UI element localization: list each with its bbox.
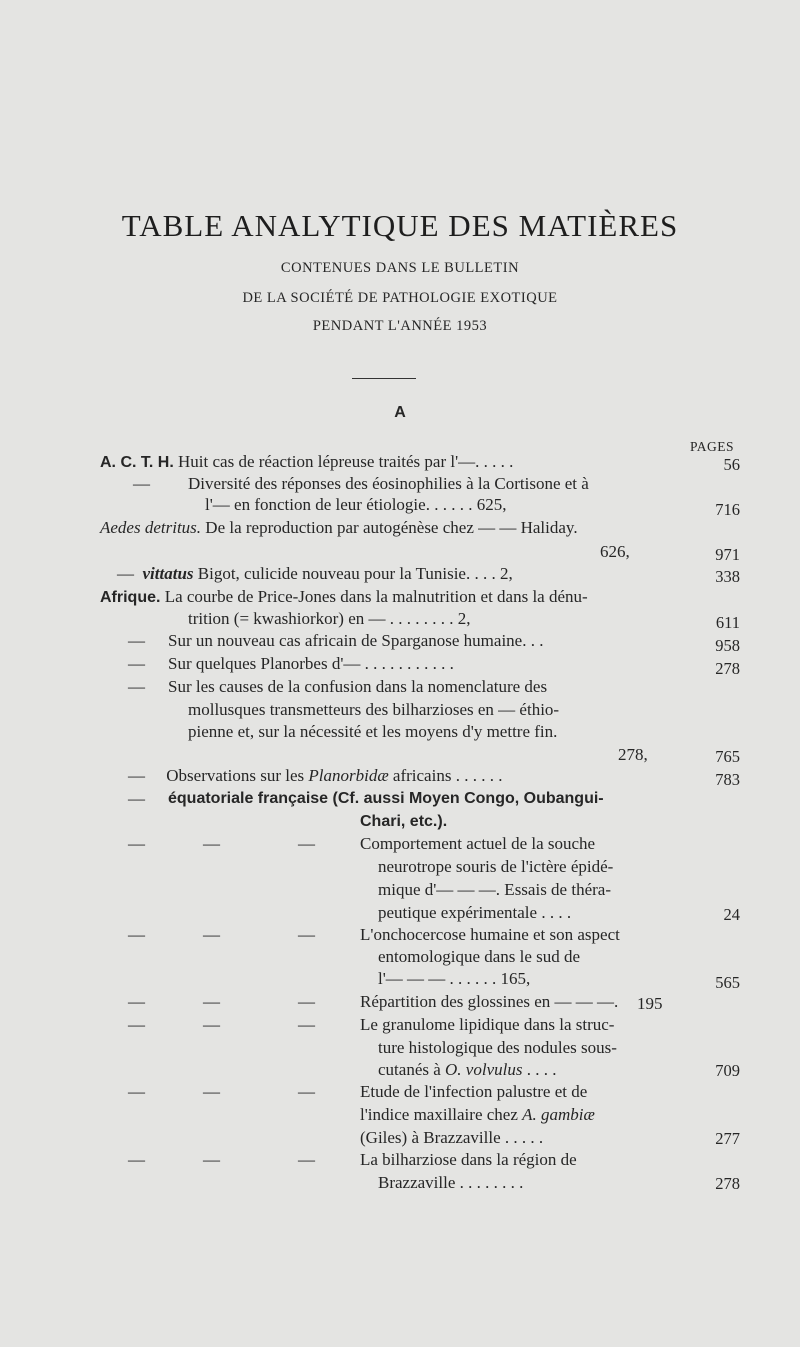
entry-afrique — [100, 587, 588, 608]
page-number: 278 — [715, 1174, 740, 1193]
entry-text: L'onchocercose humaine et son aspect — [360, 925, 620, 944]
entry-text: Huit cas de réaction lépreuse traités par l'—. . . . . — [178, 452, 514, 471]
pages-column-label: PAGES — [690, 439, 735, 454]
page-number: 971 — [715, 545, 740, 564]
entry-text: pienne et, sur la nécessité et les moyens d'y mettre fin. — [188, 722, 558, 741]
repeat-dash: — — [128, 1082, 145, 1101]
repeat-dash: — — [128, 677, 145, 696]
repeat-dash: — — [128, 631, 145, 650]
repeat-dash: — — [128, 834, 145, 853]
page-number: 277 — [715, 1129, 740, 1148]
section-letter: A — [394, 404, 406, 421]
repeat-dash: — — [203, 992, 220, 1011]
entry-text: Etude de l'infection palustre et de — [360, 1082, 588, 1101]
entry-volvulus — [378, 1060, 556, 1080]
repeat-dash: — — [203, 834, 220, 853]
repeat-dash: — — [128, 925, 145, 944]
entry-key: A. gambiæ — [522, 1105, 595, 1124]
entry-text: 278, — [618, 745, 648, 764]
entry-text: Comportement actuel de la souche — [360, 834, 596, 853]
repeat-dash: — — [298, 1150, 315, 1169]
entry-key: Aedes detritus. — [100, 518, 202, 537]
repeat-dash: — — [298, 834, 315, 853]
entry-text: La courbe de Price-Jones dans la malnutrition et dans la dénu- — [164, 587, 588, 606]
entry-text: (Giles) à Brazzaville . . . . . — [360, 1128, 544, 1147]
entry-text: Sur un nouveau cas africain de Sparganose humaine. . . — [168, 631, 544, 650]
entry-key: A. C. T. H. — [100, 454, 174, 471]
repeat-dash: — — [203, 1082, 220, 1101]
page-number: 611 — [715, 613, 740, 632]
repeat-dash: — — [133, 474, 150, 493]
entry-text: mollusques transmetteurs des bilharzioses en — éthio- — [188, 700, 560, 719]
entry-text: . . . . — [526, 1060, 557, 1079]
repeat-dash: — — [128, 1150, 145, 1169]
entry-text: trition (= kwashiorkor) en — . . . . . . . . 2, — [188, 609, 471, 628]
page-number: 565 — [715, 973, 740, 992]
page-number: 278 — [715, 659, 740, 678]
entry-text: ture histologique des nodules sous- — [378, 1038, 617, 1057]
entry-key: vittatus — [142, 564, 194, 583]
repeat-dash: — — [298, 1015, 315, 1034]
entry-text: Brazzaville . . . . . . . . — [378, 1173, 524, 1192]
entry-text: mique d'— — —. Essais de théra- — [378, 880, 611, 899]
entry-text: cutanés à — [378, 1060, 441, 1079]
entry-heading: équatoriale française (Cf. aussi Moyen Congo, Oubangui- — [168, 790, 604, 807]
entry-text: 626, — [600, 542, 630, 561]
entry-text: africains . . . . . . — [392, 766, 503, 785]
entry-text: Observations sur les — [166, 766, 305, 785]
page-number: 958 — [715, 636, 740, 655]
entry-text: De la reproduction par autogénèse chez — — Haliday. — [205, 518, 578, 537]
page-number: 716 — [715, 500, 740, 519]
page-number: 765 — [715, 747, 740, 766]
entry-gambiae — [360, 1105, 595, 1125]
page-title: TABLE ANALYTIQUE DES MATIÈRES — [121, 208, 679, 243]
subtitle-line-1: CONTENUES DANS LE BULLETIN — [280, 260, 520, 276]
entry-planorbidae — [128, 766, 502, 786]
entry-text: Répartition des glossines en — — —. — [360, 992, 619, 1011]
repeat-dash: — — [298, 992, 315, 1011]
page-number: 783 — [715, 770, 740, 789]
repeat-dash: — — [203, 1150, 220, 1169]
entry-vittatus — [117, 564, 513, 584]
entry-key: O. volvulus — [445, 1060, 523, 1079]
entry-text: Le granulome lipidique dans la struc- — [360, 1015, 615, 1034]
subtitle-line-2: DE LA SOCIÉTÉ DE PATHOLOGIE EXOTIQUE — [242, 290, 558, 306]
entry-text: La bilharziose dans la région de — [360, 1150, 577, 1169]
page-number: 709 — [715, 1061, 740, 1080]
repeat-dash: — — [203, 1015, 220, 1034]
entry-text: Diversité des réponses des éosinophilies à la Cortisone et à — [188, 474, 589, 493]
entry-text: Sur quelques Planorbes d'— . . . . . . . . . . . — [168, 654, 454, 673]
repeat-dash: — — [298, 1082, 315, 1101]
entry-key: Planorbidæ — [308, 766, 389, 785]
entry-heading: Chari, etc.). — [360, 813, 448, 830]
repeat-dash: — — [117, 564, 134, 583]
entry-text: Bigot, culicide nouveau pour la Tunisie. . . . 2, — [197, 564, 513, 583]
page-number: 195 — [637, 994, 663, 1013]
entry-text: l'— — — . . . . . . 165, — [378, 969, 531, 988]
subtitle-line-3: PENDANT L'ANNÉE 1953 — [312, 318, 488, 334]
entry-text: peutique expérimentale . . . . — [378, 903, 572, 922]
entry-text: Sur les causes de la confusion dans la nomenclature des — [168, 677, 548, 696]
page-number: 338 — [715, 567, 740, 586]
entry-key: Afrique. — [100, 589, 161, 606]
repeat-dash: — — [298, 925, 315, 944]
repeat-dash: — — [128, 992, 145, 1011]
repeat-dash: — — [128, 654, 145, 673]
entry-text: l'— en fonction de leur étiologie. . . . . . 625, — [205, 495, 507, 514]
repeat-dash: — — [128, 789, 145, 808]
entry-aedes — [100, 518, 578, 538]
entry-acth — [100, 452, 513, 473]
page-number: 24 — [723, 905, 740, 924]
entry-text: l'indice maxillaire chez — [360, 1105, 518, 1124]
entry-text: entomologique dans le sud de — [378, 947, 581, 966]
repeat-dash: — — [128, 766, 145, 785]
entry-text: neurotrope souris de l'ictère épidé- — [378, 857, 614, 876]
repeat-dash: — — [203, 925, 220, 944]
divider-rule — [352, 378, 416, 379]
page-number: 56 — [723, 455, 740, 474]
repeat-dash: — — [128, 1015, 145, 1034]
